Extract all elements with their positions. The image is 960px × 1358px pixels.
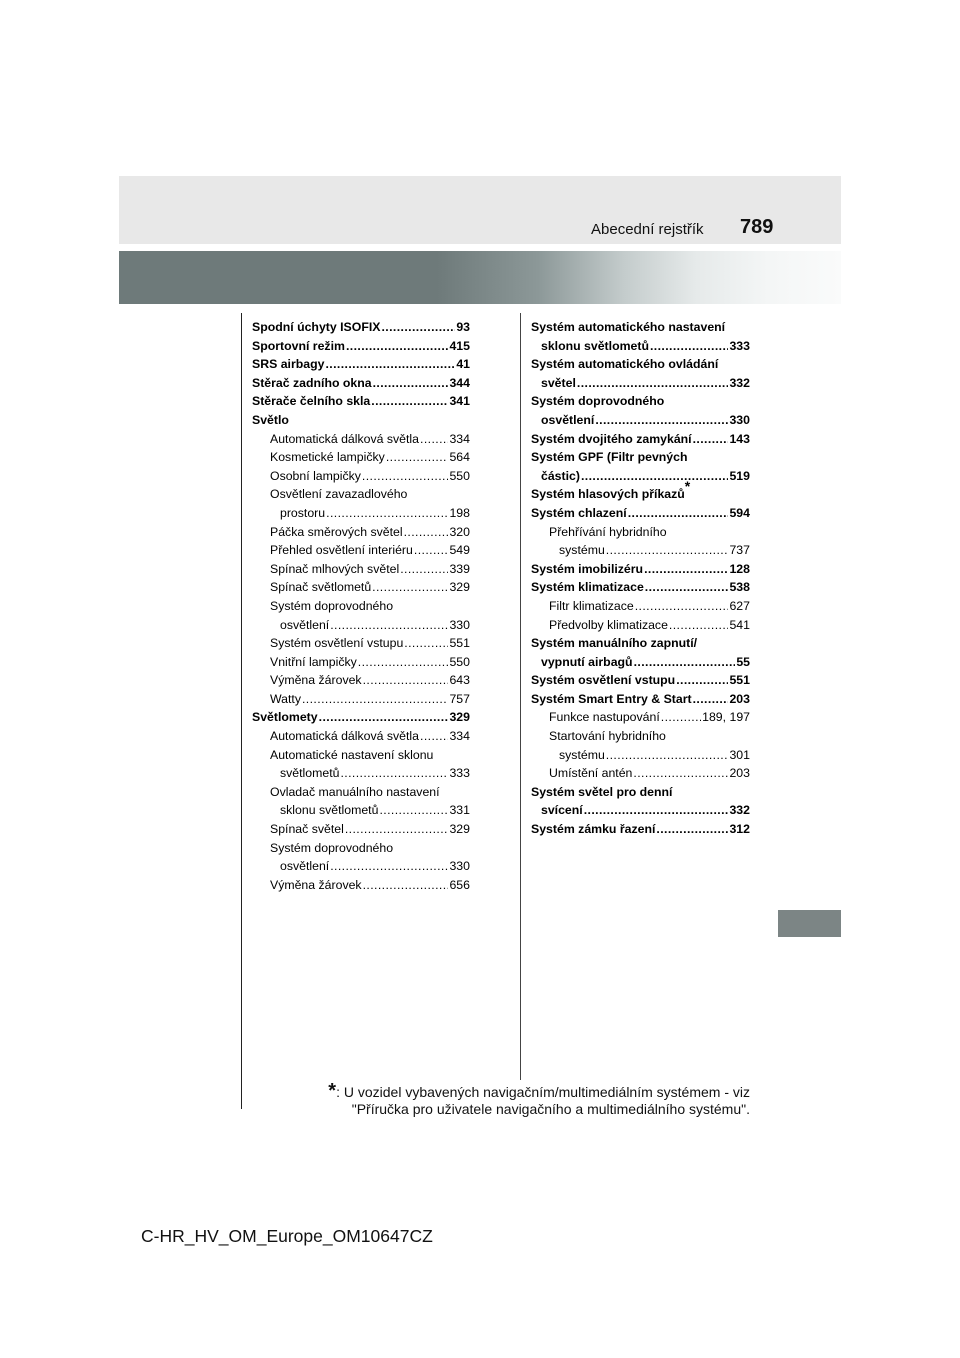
entry-page-number: 757: [449, 691, 470, 706]
document-id: C-HR_HV_OM_Europe_OM10647CZ: [141, 1226, 433, 1246]
dot-leader: [581, 467, 729, 486]
index-entry: [252, 318, 470, 337]
entry-label: Kosmetické lampičky: [270, 450, 385, 465]
index-entry: [252, 634, 470, 653]
entry-label: Automatická dálková světla: [270, 729, 420, 744]
index-entry: [531, 318, 750, 337]
entry-label: Přehřívání hybridního: [549, 524, 667, 539]
entry-page-number: 143: [729, 431, 750, 446]
index-entry: [531, 746, 750, 765]
index-entry: [531, 411, 750, 430]
index-entry: [531, 355, 750, 374]
entry-label: Funkce nastupování: [549, 710, 660, 725]
entry-page-number: 334: [449, 431, 470, 446]
dot-leader: [577, 374, 729, 393]
dot-leader: [693, 690, 729, 709]
index-entry: [531, 541, 750, 560]
dot-leader: [302, 690, 448, 709]
entry-page-number: 549: [449, 543, 470, 558]
entry-label: Systém dvojitého zamykání: [531, 431, 692, 446]
footnote-line-2: "Příručka pro uživatele navigačního a multimediálního systému".: [351, 1101, 750, 1117]
entry-page-number: 519: [729, 468, 750, 483]
entry-label: Automatické nastavení sklonu: [270, 747, 434, 762]
dot-leader: [404, 634, 448, 653]
index-entry: [252, 801, 470, 820]
entry-label: osvětlení: [280, 859, 330, 874]
entry-label: Systém zámku řazení: [531, 822, 656, 837]
dot-leader: [363, 876, 449, 895]
entry-page-number: 312: [729, 822, 750, 837]
dot-leader: [326, 504, 448, 523]
dot-leader: [693, 430, 729, 449]
entry-label: Systém automatického ovládání: [531, 357, 719, 372]
entry-label: sklonu světlometů: [280, 803, 379, 818]
index-entry: [252, 820, 470, 839]
entry-label: Systém světel pro denní: [531, 784, 673, 799]
entry-label: Systém klimatizace: [531, 580, 644, 595]
entry-label: Systém osvětlení vstupu: [531, 673, 676, 688]
index-entry: [531, 504, 750, 523]
entry-label: prostoru: [280, 505, 326, 520]
index-entry: [531, 392, 750, 411]
entry-page-number: 594: [729, 505, 750, 520]
dot-leader: [363, 671, 449, 690]
entry-label: systému: [559, 747, 605, 762]
index-entry: [531, 337, 750, 356]
index-entry: [252, 671, 470, 690]
page-number: 789: [740, 216, 774, 238]
entry-label: Automatická dálková světla: [270, 431, 420, 446]
entry-label: Systém osvětlení vstupu: [270, 636, 404, 651]
entry-page-number: 551: [449, 636, 470, 651]
entry-label: vypnutí airbagů: [541, 654, 633, 669]
entry-label: osvětlení: [280, 617, 330, 632]
dot-leader: [420, 727, 448, 746]
entry-label: Výměna žárovek: [270, 673, 362, 688]
entry-page-number: 329: [449, 710, 470, 725]
entry-page-number: 128: [729, 561, 750, 576]
dot-leader: [584, 801, 729, 820]
dot-leader: [371, 392, 448, 411]
entry-page-number: 550: [449, 468, 470, 483]
entry-page-number: 643: [449, 673, 470, 688]
entry-label: Ovladač manuálního nastavení: [270, 784, 440, 799]
entry-label: Stěrače čelního skla: [252, 394, 371, 409]
entry-label: Světlomety: [252, 710, 318, 725]
index-entry: [252, 374, 470, 393]
index-entry: [252, 727, 470, 746]
index-entry: [531, 467, 750, 486]
index-entry: [531, 653, 750, 672]
dot-leader: [644, 560, 728, 579]
entry-label: Spodní úchyty ISOFIX: [252, 320, 381, 334]
entry-page-number: 203: [729, 691, 750, 706]
entry-label: Výměna žárovek: [270, 877, 362, 892]
entry-page-number: 329: [449, 580, 470, 595]
entry-label: Přehled osvětlení interiéru: [270, 543, 413, 558]
index-entry: [531, 727, 750, 746]
dot-leader: [676, 671, 728, 690]
entry-label: Filtr klimatizace: [549, 598, 634, 613]
index-entry: [252, 523, 470, 542]
entry-page-number: 564: [449, 450, 470, 465]
index-entry: [252, 430, 470, 449]
entry-page-number: 344: [449, 375, 470, 390]
index-entry: [252, 616, 470, 635]
entry-page-number: 301: [729, 747, 750, 762]
entry-label: svícení: [541, 803, 583, 818]
entry-label: Páčka směrových světel: [270, 524, 403, 539]
entry-label: systému: [559, 543, 605, 558]
entry-page-number: 333: [449, 766, 470, 781]
index-entry: [531, 478, 750, 504]
dot-leader: [606, 746, 729, 765]
entry-label: Umístění antén: [549, 766, 633, 781]
entry-page-number: 331: [449, 803, 470, 818]
dot-leader: [373, 374, 449, 393]
dot-leader: [330, 857, 448, 876]
entry-page-number: 415: [449, 338, 470, 353]
entry-label: SRS airbagy: [252, 357, 325, 372]
entry-page-number: 329: [449, 822, 470, 837]
index-entry: [531, 764, 750, 783]
entry-page-number: 341: [449, 394, 470, 409]
entry-page-number: 198: [449, 505, 470, 520]
index-entry: [531, 448, 750, 467]
index-entry: [252, 746, 470, 765]
index-column-left: [252, 318, 470, 894]
index-entry: [531, 783, 750, 802]
index-entry: [252, 578, 470, 597]
footnote-line-1: : U vozidel vybavených navigačním/multimediálním systémem - viz: [336, 1084, 750, 1100]
dot-leader: [319, 708, 449, 727]
index-entry: [252, 485, 470, 504]
index-entry: [531, 690, 750, 709]
dot-leader: [330, 616, 448, 635]
index-entry: [531, 374, 750, 393]
dot-leader: [372, 578, 448, 597]
index-entry: [252, 504, 470, 523]
index-entry: [531, 671, 750, 690]
dot-leader: [386, 448, 449, 467]
dot-leader: [633, 764, 728, 783]
entry-page-number: 93: [456, 320, 470, 334]
index-entry: [252, 392, 470, 411]
entry-label: částic): [541, 468, 580, 483]
index-column-right: [531, 318, 750, 839]
entry-label: Předvolby klimatizace: [549, 617, 668, 632]
index-entry: [252, 448, 470, 467]
footnote-star: *: [328, 1080, 337, 1102]
index-entry: [252, 560, 470, 579]
entry-label: Systém Smart Entry & Start: [531, 691, 692, 706]
entry-label: Systém chlazení: [531, 505, 627, 520]
entry-page-number: 330: [449, 859, 470, 874]
dot-leader: [362, 467, 449, 486]
entry-label: Sportovní režim: [252, 338, 345, 353]
entry-page-number: 332: [729, 803, 750, 818]
entry-page-number: 551: [729, 673, 750, 688]
dot-leader: [400, 560, 448, 579]
index-entry: [531, 820, 750, 839]
entry-label: Systém doprovodného: [270, 840, 394, 855]
index-entry: [252, 876, 470, 895]
entry-page-number: 41: [456, 357, 470, 372]
header-bar: [119, 176, 841, 244]
index-entry: [252, 690, 470, 709]
footnote: [312, 1080, 750, 1118]
entry-label: Spínač mlhových světel: [270, 561, 400, 576]
dot-leader: [381, 318, 455, 337]
index-entry: [531, 523, 750, 542]
index-entry: [252, 764, 470, 783]
entry-label: Systém imobilizéru: [531, 561, 644, 576]
footnote-marker: *: [684, 478, 691, 495]
entry-label: světel: [541, 375, 576, 390]
column-divider: [520, 313, 521, 1080]
dot-leader: [669, 616, 729, 635]
dot-leader: [645, 578, 729, 597]
entry-page-number: 334: [449, 729, 470, 744]
dot-leader: [635, 597, 729, 616]
entry-page-number: 627: [729, 598, 750, 613]
dot-leader: [595, 411, 728, 430]
dot-leader: [656, 820, 728, 839]
index-entry: [252, 783, 470, 802]
entry-label: Osobní lampičky: [270, 468, 361, 483]
dot-leader: [358, 653, 449, 672]
dot-leader: [404, 523, 449, 542]
left-margin-rule: [241, 313, 242, 1109]
entry-page-number: 189, 197: [702, 710, 750, 725]
dot-leader: [346, 337, 449, 356]
index-entry: [531, 708, 750, 727]
entry-page-number: 203: [729, 766, 750, 781]
dot-leader: [650, 337, 729, 356]
dot-leader: [340, 764, 448, 783]
index-entry: [531, 616, 750, 635]
entry-label: Stěrač zadního okna: [252, 375, 372, 390]
chapter-thumb-tab: [778, 910, 841, 937]
entry-page-number: 541: [729, 617, 750, 632]
entry-label: Osvětlení zavazadlového: [270, 487, 408, 502]
entry-label: Světlo: [252, 412, 289, 427]
entry-label: sklonu světlometů: [541, 338, 649, 353]
entry-page-number: 55: [736, 654, 750, 669]
index-entry: [531, 801, 750, 820]
entry-page-number: 330: [449, 617, 470, 632]
header-gradient-band: [119, 251, 841, 304]
entry-label: Vnitřní lampičky: [270, 654, 357, 669]
dot-leader: [634, 653, 736, 672]
index-entry: [252, 467, 470, 486]
entry-label: Spínač světlometů: [270, 580, 372, 595]
index-entry: [252, 337, 470, 356]
entry-label: osvětlení: [541, 412, 595, 427]
entry-page-number: 339: [449, 561, 470, 576]
entry-page-number: 320: [449, 524, 470, 539]
entry-page-number: 656: [449, 877, 470, 892]
index-entry: [252, 541, 470, 560]
entry-label: Systém doprovodného: [270, 598, 394, 613]
index-entry: [531, 597, 750, 616]
entry-label: Systém automatického nastavení: [531, 320, 726, 334]
entry-page-number: 550: [449, 654, 470, 669]
dot-leader: [345, 820, 449, 839]
index-entry: [252, 708, 470, 727]
index-entry: [252, 653, 470, 672]
dot-leader: [661, 708, 701, 727]
entry-label: Systém doprovodného: [531, 394, 665, 409]
dot-leader: [420, 430, 448, 449]
entry-page-number: 330: [729, 412, 750, 427]
entry-page-number: 538: [729, 580, 750, 595]
dot-leader: [628, 504, 729, 523]
index-entry: [531, 634, 750, 653]
index-entry: [252, 355, 470, 374]
dot-leader: [379, 801, 448, 820]
entry-label: Systém GPF (Filtr pevných: [531, 450, 688, 465]
entry-label: Systém manuálního zapnutí/: [531, 636, 698, 651]
entry-page-number: 333: [729, 338, 750, 353]
index-entry: [252, 839, 470, 858]
entry-label: Systém hlasových příkazů: [531, 487, 685, 502]
index-entry: [531, 560, 750, 579]
entry-page-number: 332: [729, 375, 750, 390]
index-entry: [531, 430, 750, 449]
dot-leader: [325, 355, 455, 374]
entry-page-number: 737: [729, 543, 750, 558]
entry-label: Watty: [270, 691, 301, 706]
index-entry: [252, 857, 470, 876]
entry-label: Startování hybridního: [549, 729, 666, 744]
entry-label: světlometů: [280, 766, 340, 781]
dot-leader: [414, 541, 449, 560]
dot-leader: [606, 541, 729, 560]
index-entry: [252, 411, 470, 430]
entry-label: Spínač světel: [270, 822, 344, 837]
index-entry: [531, 578, 750, 597]
index-entry: [252, 597, 470, 616]
section-title: Abecední rejstřík: [591, 221, 704, 238]
